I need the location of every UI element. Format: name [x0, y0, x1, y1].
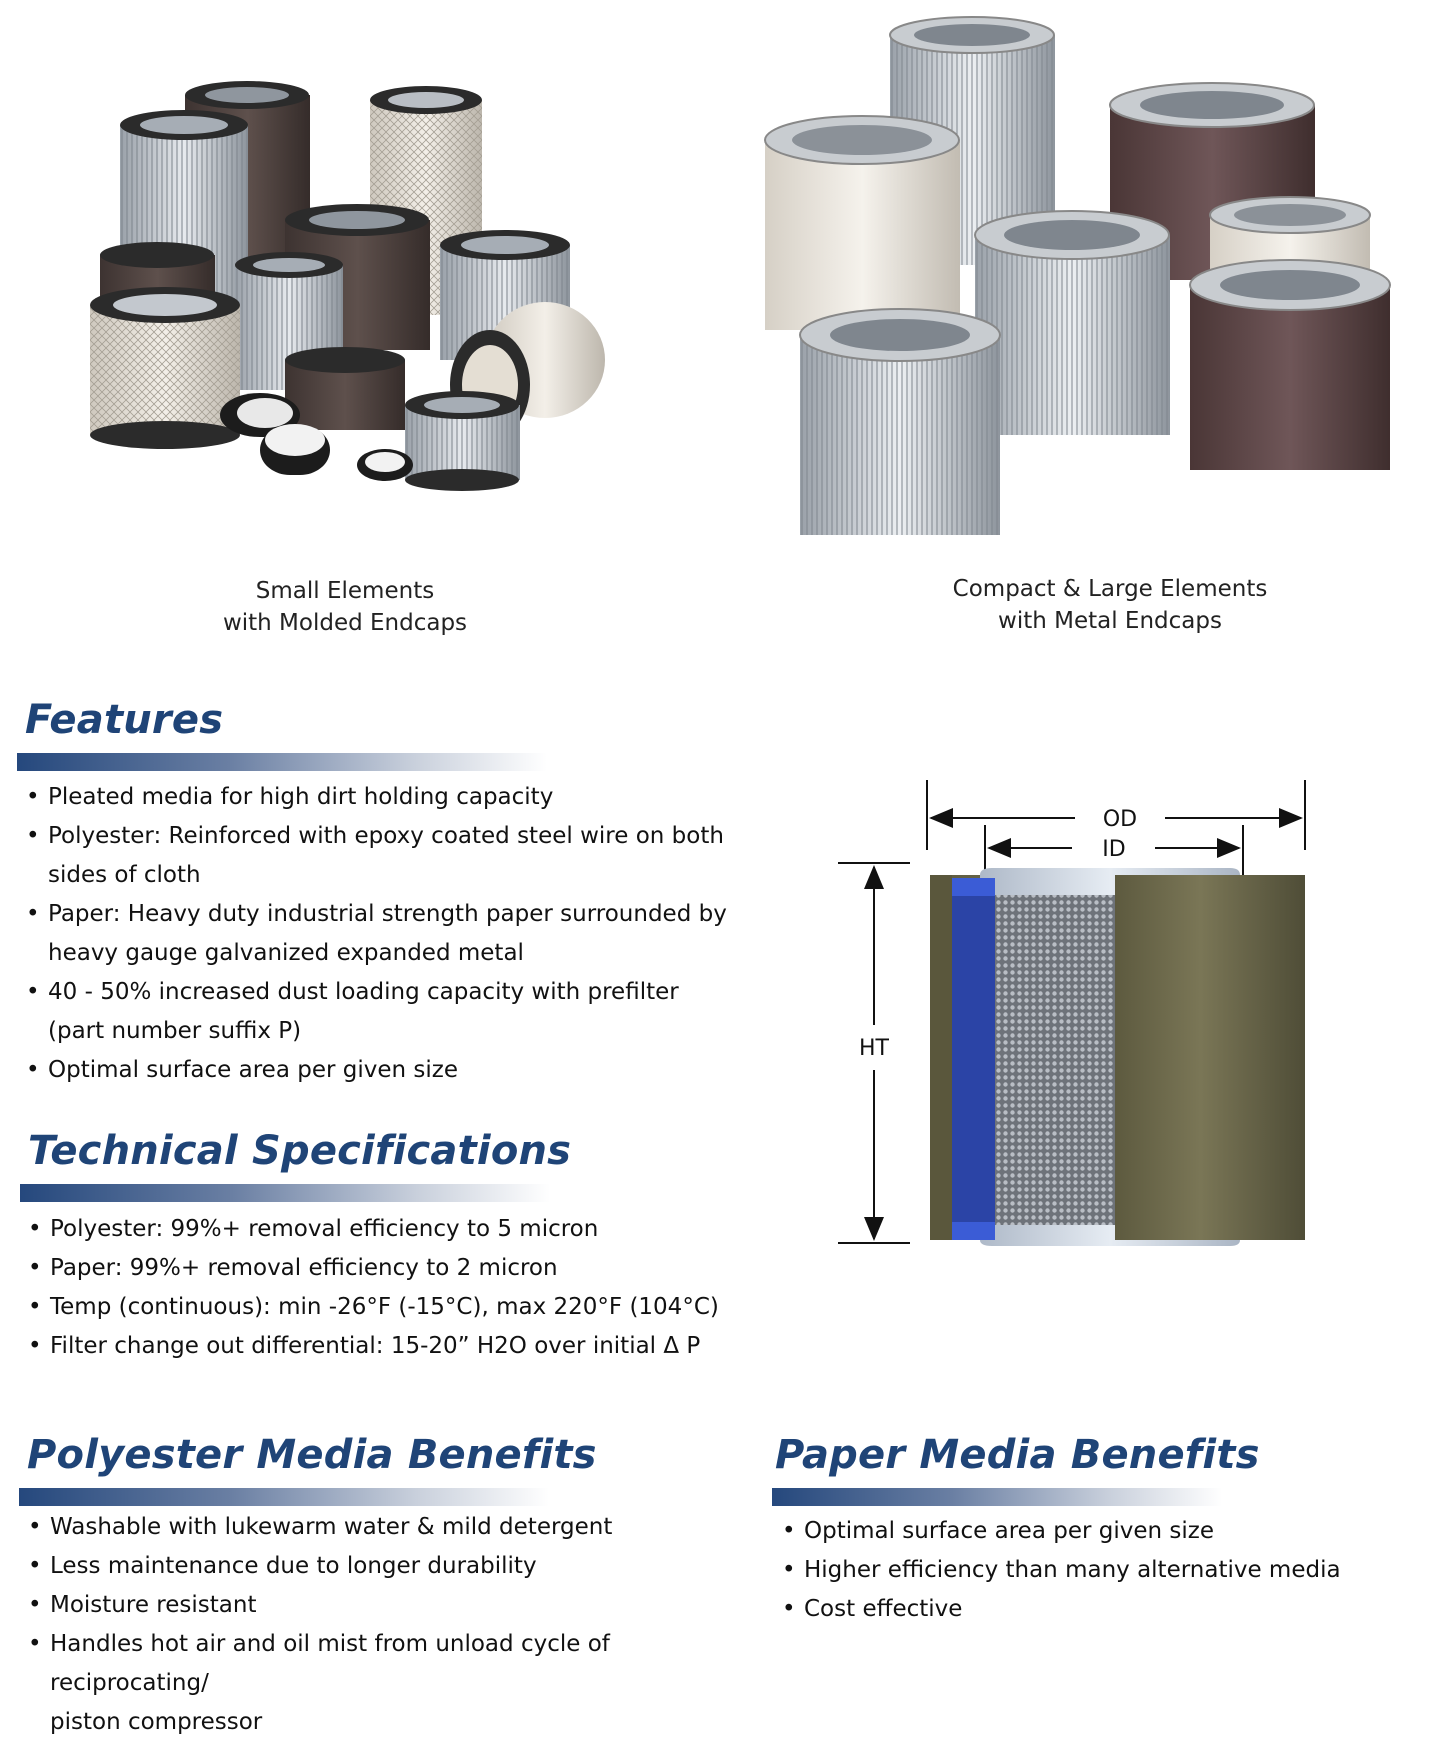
- id-label: ID: [1102, 837, 1126, 862]
- tech-specs-heading-rule: [20, 1184, 550, 1202]
- tech-spec-item-3: [24, 1288, 744, 1327]
- polyester-benefit-item-1: [24, 1508, 764, 1547]
- compact-large-elements-photo: [760, 10, 1410, 570]
- tech-specs-list: [24, 1210, 744, 1366]
- features-heading-rule: [17, 753, 547, 771]
- compact-large-elements-caption: [920, 573, 1300, 637]
- paper-benefits-heading-rule: [772, 1488, 1222, 1506]
- tech-spec-item-2-text: Paper: 99%+ removal efficiency to 2 micron: [50, 1255, 558, 1281]
- polyester-benefit-item-2-text: Less maintenance due to longer durability: [50, 1553, 537, 1579]
- paper-benefit-item-2-text: Higher efficiency than many alternative media: [804, 1557, 1341, 1583]
- feature-item-5-text: Optimal surface area per given size: [48, 1057, 458, 1083]
- small-elements-photo: [90, 80, 680, 550]
- features-heading: Features: [25, 697, 224, 743]
- polyester-benefit-item-2: [24, 1547, 764, 1586]
- small-elements-caption-line2: with Molded Endcaps: [222, 610, 468, 636]
- polyester-benefit-item-1-text: Washable with lukewarm water & mild detergent: [50, 1514, 613, 1540]
- compact-large-elements-caption-line2: with Metal Endcaps: [998, 608, 1222, 634]
- polyester-benefits-heading-rule: [19, 1488, 549, 1506]
- tech-spec-item-3-text: Temp (continuous): min -26°F (-15°C), max 220°F (104°C): [50, 1294, 719, 1320]
- feature-item-3-continuation: heavy gauge galvanized expanded metal: [48, 940, 524, 966]
- tech-spec-item-4: [24, 1327, 744, 1366]
- feature-item-4-text: 40 - 50% increased dust loading capacity with prefilter: [48, 979, 679, 1005]
- feature-item-3-text: Paper: Heavy duty industrial strength paper surrounded by: [48, 901, 727, 927]
- polyester-benefits-heading: Polyester Media Benefits: [27, 1432, 597, 1478]
- features-list: [22, 778, 742, 1090]
- tech-spec-item-1-text: Polyester: 99%+ removal efficiency to 5 micron: [50, 1216, 599, 1242]
- small-elements-caption-line1: Small Elements: [255, 578, 435, 604]
- polyester-benefit-item-3: [24, 1586, 764, 1625]
- feature-item-2-text: Polyester: Reinforced with epoxy coated steel wire on both: [48, 823, 724, 849]
- ht-label: HT: [859, 1036, 889, 1061]
- feature-item-4-continuation: (part number suffix P): [48, 1018, 302, 1044]
- tech-spec-item-1: [24, 1210, 744, 1249]
- polyester-benefits-list: [24, 1508, 764, 1742]
- od-label: OD: [1102, 807, 1138, 832]
- paper-benefits-heading: Paper Media Benefits: [775, 1432, 1260, 1478]
- polyester-benefit-item-4-continuation: piston compressor: [50, 1709, 263, 1735]
- paper-benefit-item-3-text: Cost effective: [804, 1596, 963, 1622]
- filter-dimension-diagram: [820, 780, 1340, 1260]
- compact-large-elements-caption-line1: Compact & Large Elements: [952, 576, 1268, 602]
- paper-benefit-item-3: [778, 1590, 1418, 1629]
- polyester-benefit-item-3-text: Moisture resistant: [50, 1592, 257, 1618]
- small-elements-caption: [180, 575, 510, 639]
- feature-item-2-continuation: sides of cloth: [48, 862, 201, 888]
- feature-item-2: [22, 817, 742, 895]
- feature-item-4: [22, 973, 742, 1051]
- polyester-benefit-item-4: [24, 1625, 764, 1742]
- paper-benefit-item-1: [778, 1512, 1418, 1551]
- tech-specs-heading: Technical Specifications: [28, 1128, 572, 1174]
- tech-spec-item-4-text: Filter change out differential: 15-20” H2O over initial Δ P: [50, 1333, 701, 1359]
- feature-item-5: [22, 1051, 742, 1090]
- paper-benefit-item-1-text: Optimal surface area per given size: [804, 1518, 1214, 1544]
- polyester-benefit-item-4-text: Handles hot air and oil mist from unload cycle of reciprocating/: [50, 1631, 610, 1696]
- paper-benefit-item-2: [778, 1551, 1418, 1590]
- feature-item-1-text: Pleated media for high dirt holding capacity: [48, 784, 554, 810]
- tech-spec-item-2: [24, 1249, 744, 1288]
- feature-item-3: [22, 895, 742, 973]
- feature-item-1: [22, 778, 742, 817]
- paper-benefits-list: [778, 1512, 1418, 1629]
